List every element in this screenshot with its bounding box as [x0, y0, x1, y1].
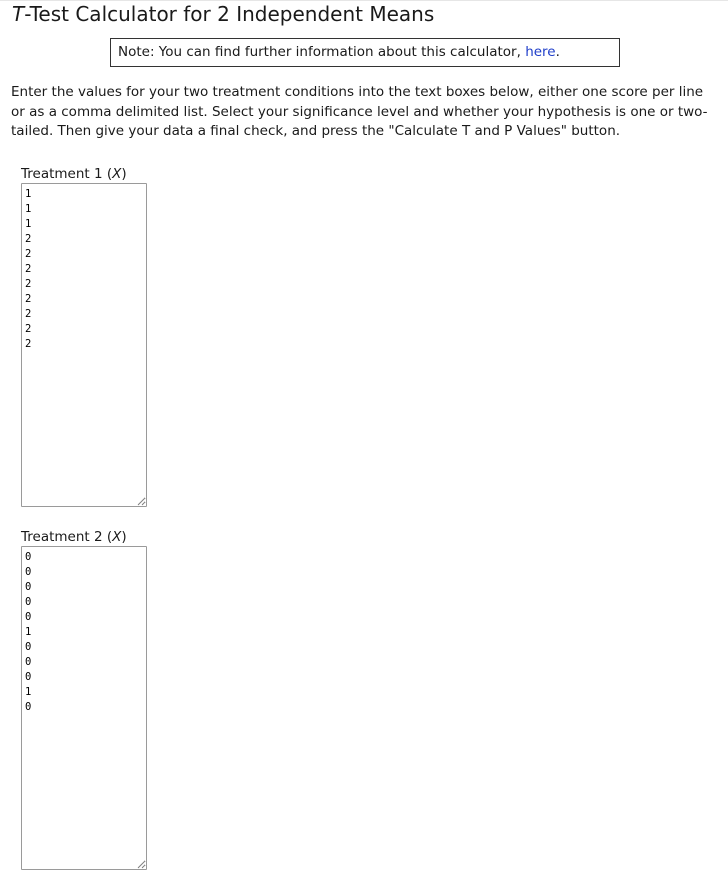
treatment-1-input[interactable]: [21, 183, 147, 507]
treatment-1-label-text: Treatment 1 (: [21, 166, 113, 182]
treatment-2-label-text: Treatment 2 (: [21, 529, 113, 545]
instructions-paragraph: Enter the values for your two treatment conditions into the text boxes below, either one score per line or as a comma delimited list. Select your significance level and whether your hypothesis is one or two-tailed. Then give your data a final check, and press the "Calculate T and P Values" button.: [11, 84, 708, 139]
info-link[interactable]: here: [525, 44, 556, 60]
treatment-1-label: [21, 166, 127, 183]
treatment-2-label: [21, 529, 127, 546]
treatment-2-label-var: X: [112, 529, 122, 545]
page-title: [12, 1, 434, 27]
treatment-2-input[interactable]: [21, 546, 147, 870]
info-note-suffix: .: [555, 44, 560, 60]
treatment-1-label-close: ): [121, 166, 127, 182]
page-title-italic: T: [12, 2, 25, 26]
treatment-1-label-var: X: [112, 166, 122, 182]
page-title-rest: -Test Calculator for 2 Independent Means: [24, 2, 435, 26]
info-note: [110, 38, 620, 67]
info-note-text: Note: You can find further information about this calculator,: [118, 44, 521, 60]
treatment-2-label-close: ): [121, 529, 127, 545]
